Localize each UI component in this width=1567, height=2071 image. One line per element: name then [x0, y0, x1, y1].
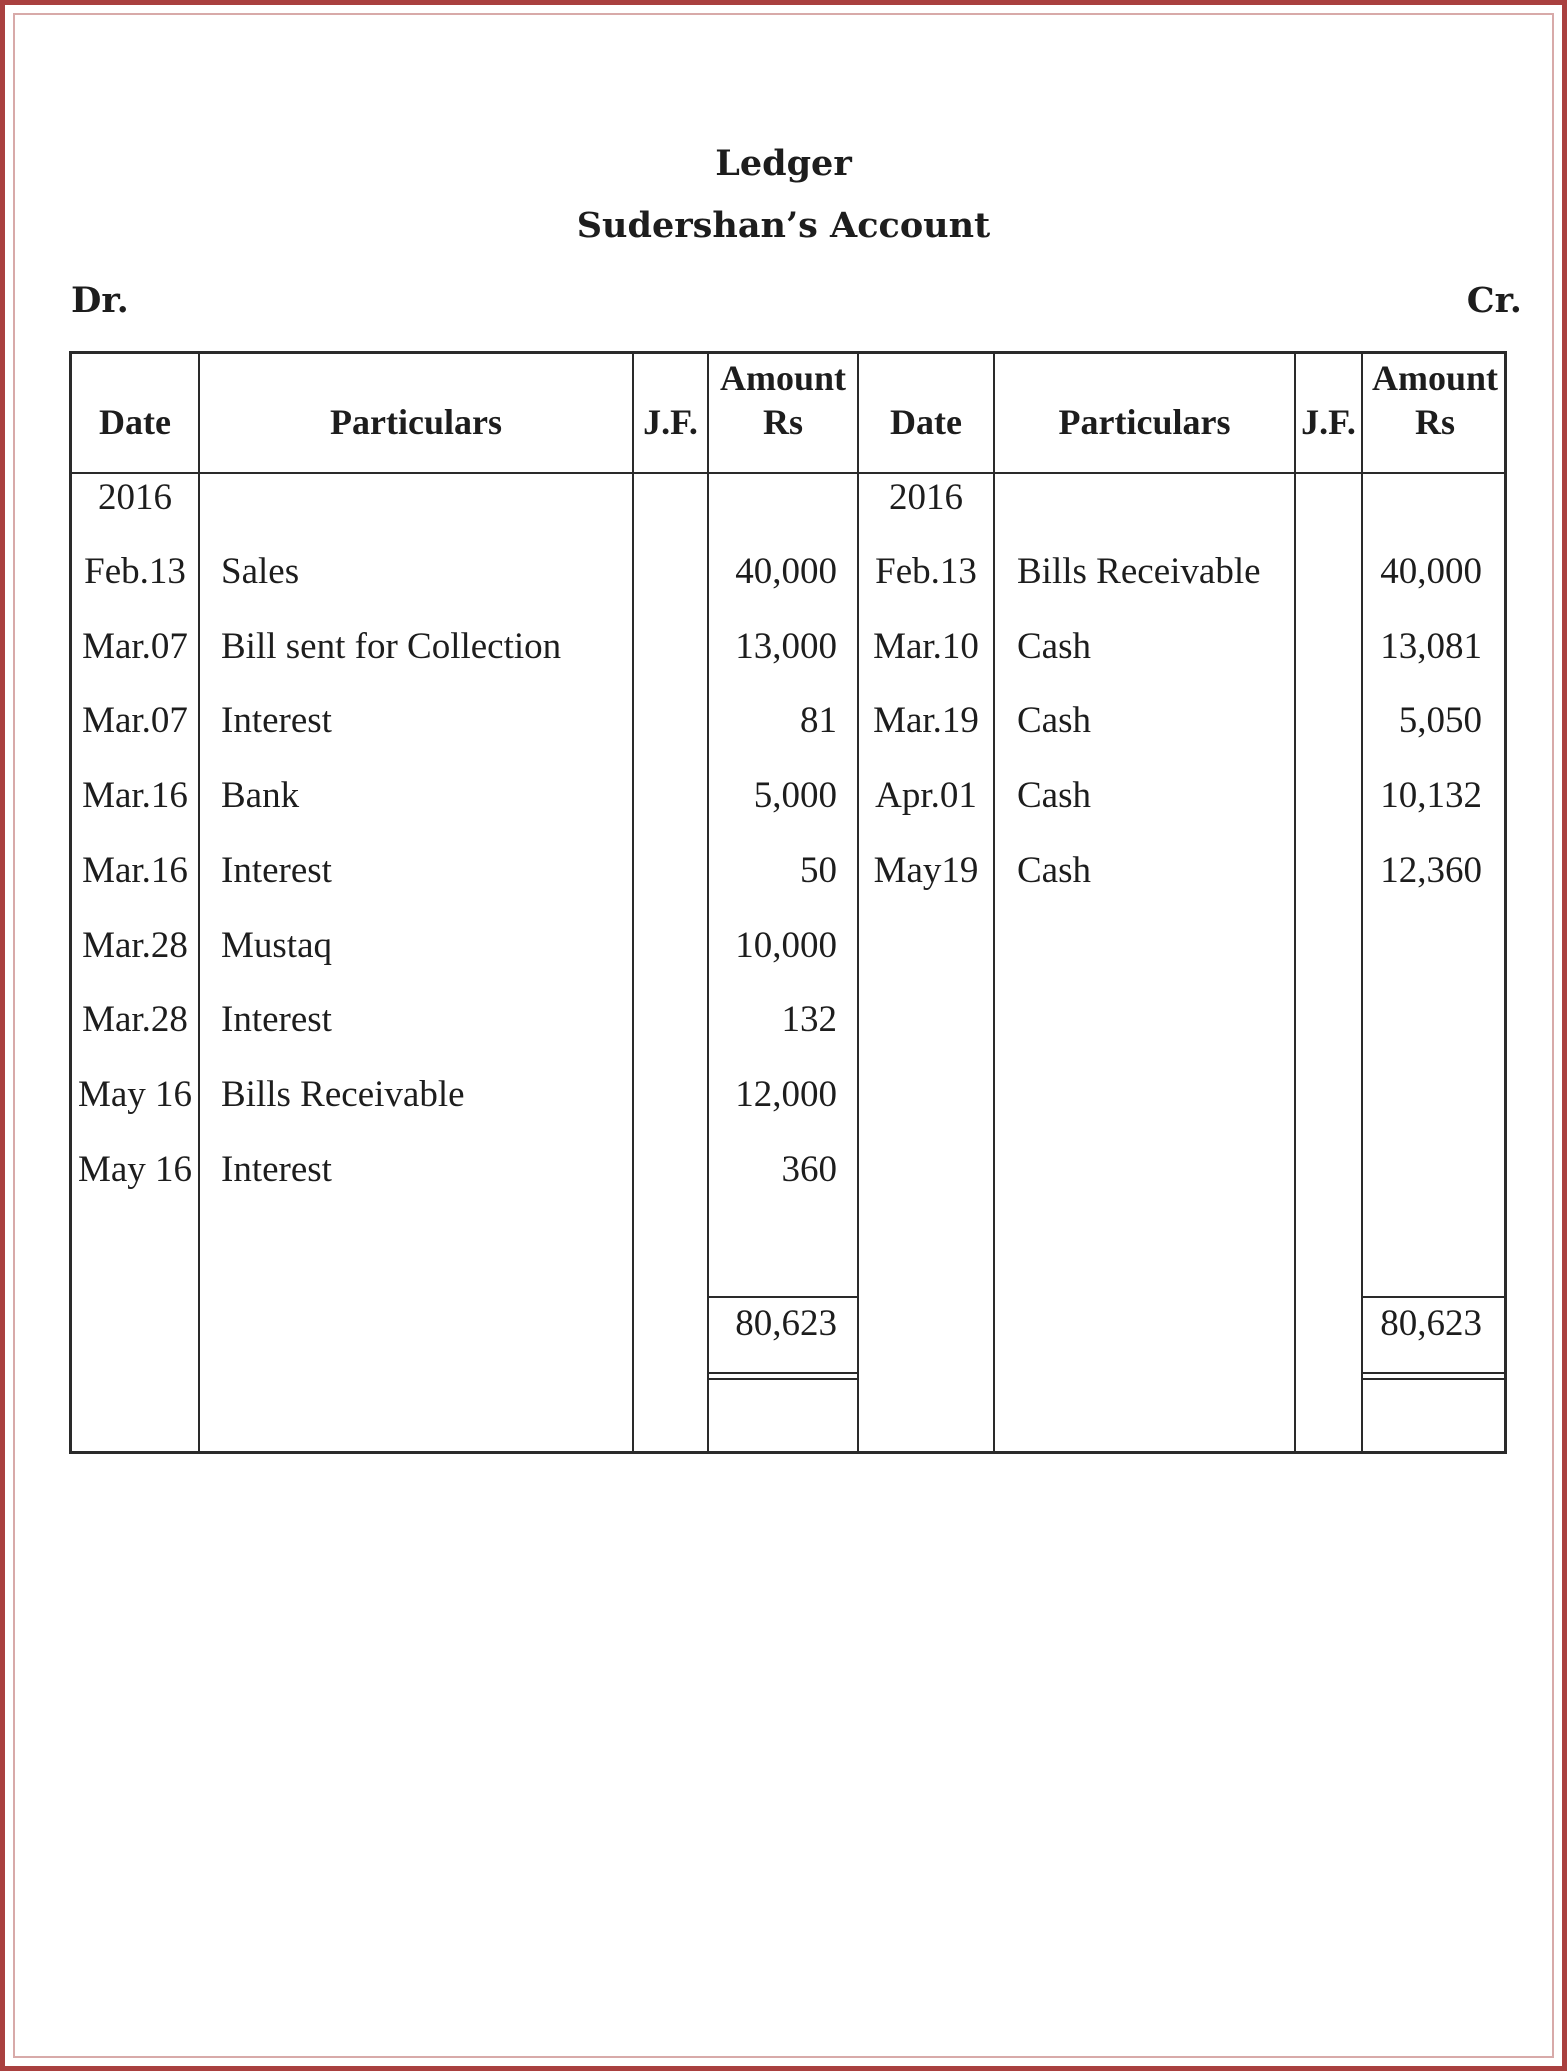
credit-amount-cell: 5,050: [1398, 700, 1482, 741]
debit-date-cell: Feb.13: [84, 551, 186, 592]
debit-label: Dr.: [71, 280, 129, 321]
debit-date-cell: Mar.28: [82, 925, 188, 966]
debit-particulars-header: Particulars: [330, 402, 502, 442]
debit-amount-cell: 50: [800, 850, 837, 891]
credit-label: Cr.: [1466, 280, 1522, 321]
credit-total-top-rule: [1363, 1296, 1504, 1298]
column-divider: [1361, 354, 1363, 1451]
debit-amount-cell: 13,000: [735, 626, 837, 667]
credit-particulars-header: Particulars: [1058, 402, 1231, 442]
debit-amount-cell: 10,000: [735, 925, 837, 966]
debit-particulars-cell: Bills Receivable: [221, 1074, 465, 1115]
credit-date-cell: Mar.10: [873, 626, 979, 667]
debit-amount-unit: Rs: [762, 402, 803, 442]
credit-year: 2016: [889, 477, 963, 518]
credit-particulars-cell: Cash: [1017, 700, 1091, 741]
debit-date-cell: Mar.16: [82, 775, 188, 816]
credit-total: 80,623: [1380, 1303, 1482, 1344]
debit-particulars-cell: Sales: [221, 551, 300, 592]
credit-amount-cell: 40,000: [1380, 551, 1482, 592]
credit-date-cell: May19: [873, 850, 979, 891]
credit-amount-unit: Rs: [1414, 402, 1455, 442]
column-divider: [632, 354, 634, 1451]
debit-amount-cell: 40,000: [735, 551, 837, 592]
debit-amount-cell: 360: [781, 1149, 837, 1190]
debit-amount-cell: 132: [781, 999, 837, 1040]
credit-date-cell: Apr.01: [875, 775, 977, 816]
credit-amount-cell: 13,081: [1380, 626, 1482, 667]
debit-amount-cell: 12,000: [735, 1074, 837, 1115]
credit-total-double-rule: [1363, 1372, 1504, 1374]
credit-amount-cell: 12,360: [1380, 850, 1482, 891]
debit-date-header: Date: [99, 402, 171, 442]
column-divider: [1294, 354, 1296, 1451]
debit-date-cell: Mar.28: [82, 999, 188, 1040]
credit-date-cell: Mar.19: [873, 700, 979, 741]
credit-date-header: Date: [890, 402, 962, 442]
debit-amount-cell: 5,000: [753, 775, 837, 816]
debit-particulars-cell: Bank: [221, 775, 300, 816]
debit-jf-header: J.F.: [643, 402, 698, 442]
column-divider: [198, 354, 200, 1451]
debit-year: 2016: [98, 477, 172, 518]
credit-total-double-rule: [1363, 1378, 1504, 1380]
debit-date-cell: May 16: [77, 1149, 193, 1190]
debit-particulars-cell: Interest: [221, 999, 332, 1040]
column-divider: [993, 354, 995, 1451]
credit-particulars-cell: Cash: [1017, 626, 1091, 667]
credit-amount-cell: 10,132: [1380, 775, 1482, 816]
credit-date-cell: Feb.13: [875, 551, 977, 592]
credit-particulars-cell: Bills Receivable: [1017, 551, 1261, 592]
ledger-table: [69, 351, 1507, 1454]
debit-total: 80,623: [735, 1303, 837, 1344]
debit-total-double-rule: [709, 1378, 857, 1380]
debit-particulars-cell: Interest: [221, 700, 332, 741]
debit-total-top-rule: [709, 1296, 857, 1298]
credit-particulars-cell: Cash: [1017, 850, 1091, 891]
account-title: Sudershan’s Account: [576, 205, 991, 246]
column-divider: [707, 354, 709, 1451]
debit-particulars-cell: Interest: [221, 850, 332, 891]
ledger-title: Ledger: [715, 143, 852, 184]
header-rule: [72, 472, 1504, 474]
credit-jf-header: J.F.: [1301, 402, 1356, 442]
debit-total-double-rule: [709, 1372, 857, 1374]
debit-date-cell: Mar.07: [82, 626, 188, 667]
debit-particulars-cell: Interest: [221, 1149, 332, 1190]
debit-date-cell: May 16: [77, 1074, 193, 1115]
credit-amount-header: Amount: [1371, 358, 1499, 398]
debit-amount-cell: 81: [800, 700, 837, 741]
debit-particulars-cell: Bill sent for Collection: [221, 626, 562, 667]
debit-date-cell: Mar.16: [82, 850, 188, 891]
debit-amount-header: Amount: [719, 358, 847, 398]
debit-particulars-cell: Mustaq: [221, 925, 332, 966]
credit-particulars-cell: Cash: [1017, 775, 1091, 816]
debit-date-cell: Mar.07: [82, 700, 188, 741]
